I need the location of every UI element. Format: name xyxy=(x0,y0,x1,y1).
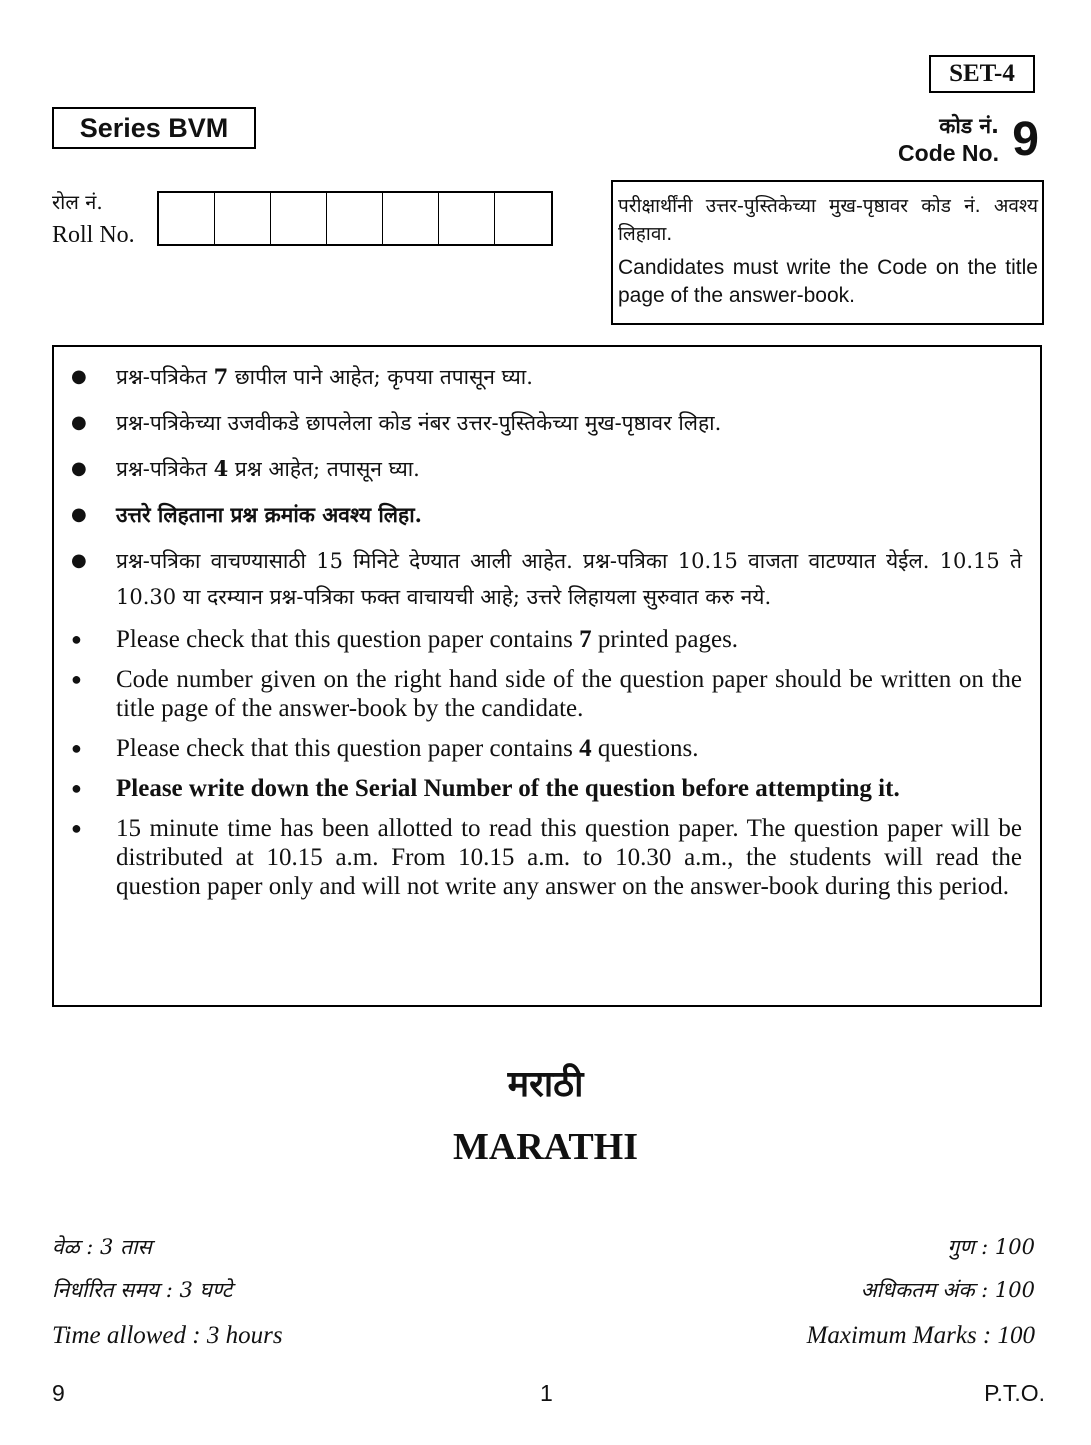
instruction-item xyxy=(68,625,1022,654)
instruction-item xyxy=(68,405,1022,441)
roll-digit-box[interactable] xyxy=(271,193,327,244)
instruction-text: questions. xyxy=(591,735,699,762)
instruction-text: उत्तरे लिहताना प्रश्न क्रमांक अवश्य लिहा. xyxy=(116,502,422,527)
instruction-item xyxy=(68,665,1022,723)
page-count: 7 xyxy=(213,364,229,389)
marks-marathi: गुण : 100 xyxy=(947,1235,1035,1259)
instruction-item xyxy=(68,814,1022,901)
roll-digit-box[interactable] xyxy=(215,193,271,244)
instruction-text: प्रश्न-पत्रिकेत xyxy=(116,457,214,481)
subject-title-hindi: मराठी xyxy=(507,1063,584,1105)
bullet-icon: ● xyxy=(71,778,82,798)
bullet-icon: ● xyxy=(71,504,87,525)
instructions-box xyxy=(52,345,1042,1007)
bullet-icon: ● xyxy=(71,818,82,838)
instruction-item xyxy=(68,451,1022,487)
marks-english: Maximum Marks : 100 xyxy=(806,1322,1035,1349)
bullet-icon: ● xyxy=(71,738,82,758)
page-number: 1 xyxy=(540,1380,553,1406)
instruction-text: प्रश्न-पत्रिकेत xyxy=(116,365,214,389)
roll-label-english: Roll No. xyxy=(52,222,135,248)
bullet-icon: ● xyxy=(71,412,87,433)
instruction-item xyxy=(68,497,1022,533)
code-instruction-english: Candidates must write the Code on the title page of the answer-book. xyxy=(618,256,1038,307)
instruction-text: Please write down the Serial Number of the question before attempting it. xyxy=(116,775,900,802)
bullet-icon: ● xyxy=(71,550,87,571)
code-label-hindi: कोड नं. xyxy=(939,114,999,138)
set-label: SET-4 xyxy=(929,55,1035,93)
bullet-icon: ● xyxy=(71,629,82,649)
subject-title-english: MARATHI xyxy=(452,1126,639,1168)
instruction-item xyxy=(68,734,1022,763)
instruction-text: Code number given on the right hand side of the question paper should be written on the title page of the answer-book by the candidate. xyxy=(116,666,1022,722)
roll-digit-box[interactable] xyxy=(159,193,215,244)
footer-code: 9 xyxy=(52,1380,65,1406)
roll-digit-box[interactable] xyxy=(495,193,551,244)
instruction-item xyxy=(68,543,1022,615)
question-count: 4 xyxy=(579,735,592,762)
bullet-icon: ● xyxy=(71,669,82,689)
roll-label-hindi: रोल नं. xyxy=(52,190,103,214)
time-english: Time allowed : 3 hours xyxy=(52,1322,283,1349)
time-hindi: निर्धारित समय : 3 घण्टे xyxy=(52,1278,233,1302)
time-hindi-marathi: वेळ : 3 तास xyxy=(52,1235,152,1259)
code-instruction-box xyxy=(611,180,1044,325)
code-label-english: Code No. xyxy=(898,140,999,166)
instructions-list xyxy=(68,359,1022,901)
instruction-item xyxy=(68,774,1022,803)
instruction-text: प्रश्न आहेत; तपासून घ्या. xyxy=(228,457,420,481)
roll-digit-box[interactable] xyxy=(327,193,383,244)
roll-digit-box[interactable] xyxy=(383,193,439,244)
bullet-icon: ● xyxy=(71,458,87,479)
series-label: Series BVM xyxy=(52,107,256,149)
question-count: 4 xyxy=(213,456,229,481)
instruction-text: 15 minute time has been allotted to read this question paper. The question paper will be distributed at 10.15 a.m. From 10.15 a.m. to 10.30 a.m., the students will read the question paper only and will not write any answer on the answer-book during this period. xyxy=(116,815,1022,900)
instruction-item xyxy=(68,359,1022,395)
instruction-text: छापील पाने आहेत; कृपया तपासून घ्या. xyxy=(228,365,533,389)
code-instruction-hindi: परीक्षार्थींनी उत्तर-पुस्तिकेच्या मुख-पृष्ठावर कोड नं. अवश्य लिहावा. xyxy=(618,195,1038,245)
instruction-text: प्रश्न-पत्रिका वाचण्यासाठी 15 मिनिटे देण्यात आली आहेत. प्रश्न-पत्रिका 10.15 वाजता वाटण्यात येईल. 10.15 ते 10.30 या दरम्यान प्रश्न-पत्रिका फक्त वाचायची आहे; उत्तरे लिहायला सुरुवात करु नये. xyxy=(116,549,1022,609)
pto-label: P.T.O. xyxy=(984,1380,1045,1406)
bullet-icon: ● xyxy=(71,366,87,387)
code-number: 9 xyxy=(1012,113,1039,166)
instruction-text: Please check that this question paper contains xyxy=(116,735,580,762)
page-count: 7 xyxy=(579,626,592,653)
instruction-text: printed pages. xyxy=(591,626,739,653)
instruction-text: Please check that this question paper contains xyxy=(116,626,580,653)
roll-digit-box[interactable] xyxy=(439,193,495,244)
roll-number-boxes[interactable] xyxy=(157,191,553,246)
instruction-text: प्रश्न-पत्रिकेच्या उजवीकडे छापलेला कोड नंबर उत्तर-पुस्तिकेच्या मुख-पृष्ठावर लिहा. xyxy=(116,411,722,435)
marks-hindi: अधिकतम अंक : 100 xyxy=(860,1278,1035,1302)
